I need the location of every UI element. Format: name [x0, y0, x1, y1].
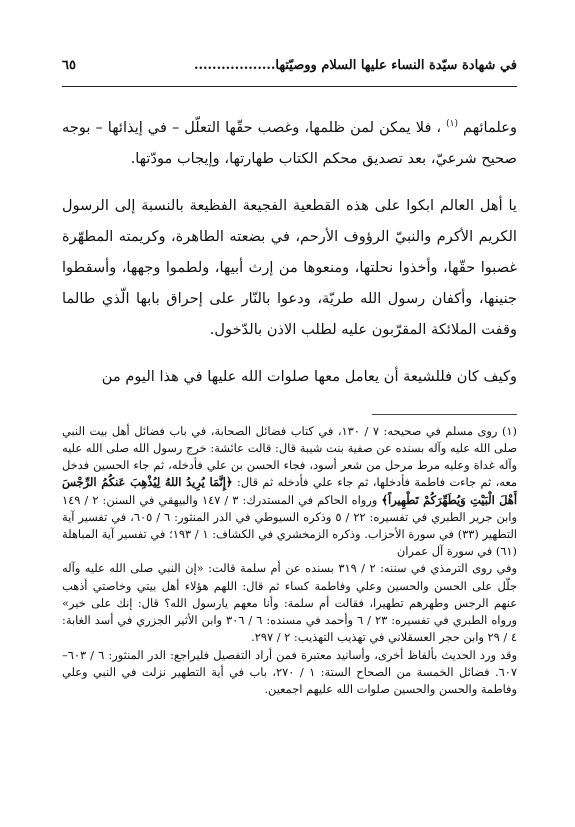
footnote-3: وقد ورد الحديث بألفاظ أخرى، وأسانيد معتبرة فمن أراد التفصيل فليراجع: الدر المنثور: ٦ / ٦٠٣–٦٠٧. فضائل الخمسة من الصحاح الستة: ١ / ٢٧٠، باب في أية التطهير نزلت في النبي وعلي وفاطمة والحسن والحسين صلوات الله عليهم اجمعين.	[62, 647, 517, 696]
header-title-text: في شهادة سيّدة النساء عليها السلام ووصيّتها	[275, 58, 517, 73]
footnote-1-text: (١) روى مسلم في صحيحه: ٧ / ١٣٠، في كتاب فضائل الصحابة، في باب فضائل أهل بيت النبي صلى الله عليه وآله بسنده عن صفية بنت شيبة قال: قالت عائشة: خرج رسول الله صلى الله عليه وآله غداة وعليه مرط مرحل من شعر أسود، فجاء الحسن بن علي فأدخله، ثم جاء الحسين فدخل معه، ثم جاءت فاطمة فأدخلها، ثم جاء علي فأدخله ثم قال:	[62, 423, 517, 490]
header-title	[194, 58, 517, 73]
footnotes	[62, 423, 517, 698]
main-text	[62, 109, 517, 392]
footnote-1-quran-quote: ﴿إِنَّمَا يُرِيدُ اللهُ لِيُذْهِبَ عَنكُمُ الرِّجْسَ أَهْلَ الْبَيْتِ وَيُطَهِّرَكُمْ تَطْهِيراً﴾	[62, 475, 517, 507]
paragraph-2: يا أهل العالم ابكوا على هذه القطعية الفجيعة الفظيعة بالنسبة إلى الرسول الكريم الأكرم والنبيّ الرؤوف الأرحم، في بضعته الطاهرة، وكريمته المطهّرة غصبوا حقّها، وأخذوا نحلتها، ومنعوها من إرث أبيها، ولطموا وجهها، وأسقطوا جنينها، وأكفان رسول الله طريّة، ودعوا بالنّار على إحراق بابها الّذي طالما وقفت الملائكة المقرّبون عليه لطلب الاذن بالدّخول.	[62, 196, 517, 338]
paragraph-1	[62, 109, 517, 174]
running-header	[62, 58, 517, 84]
footnote-divider	[372, 414, 517, 415]
paragraph-1-rest: ، فلا يمكن لمن ظلمها، وغصب حقّها التعلّل – في إيذائها – بوجه صحيح شرعيّ، بعد تصديق محكم الكتاب طهارتها، وإيجاب مودّتها.	[62, 118, 517, 167]
footnote-2: وفي روى الترمذي في سننه: ٢ / ٣١٩ بسنده عن أم سلمة قالت: «إن النبي صلى الله عليه وآله جلّل على الحسن والحسين وعلي وفاطمة كساء ثم قال: اللهم هؤلاء أهل بيتي وخاصتي أذهب عنهم الرجس وطهرهم تطهيرا، فقالت أم سلمة: وأنا معهم يارسول الله؟ قال: إنك على خير» ورواه الطبري في تفسيره: ٢٣ / ٦ وأحمد في مسنده: ٦ / ٣٠٦ وابن الأثير الجزري في أسد الغابة: ٤ / ٢٩ وابن حجر العسقلاني في تهذيب التهذيب: ٢ / ٢٩٧.	[62, 561, 517, 645]
paragraph-1-start: وعلمائهم	[463, 118, 517, 136]
footnote-ref[interactable]: (١)	[446, 119, 459, 129]
header-dots: ..................	[193, 58, 276, 73]
paragraph-3: وكيف كان فللشيعة أن يعامل معها صلوات الله عليها في هذا اليوم من	[101, 367, 517, 385]
footnote-1-sources: ورواه الحاكم في المستدرك: ٣ / ١٤٧ والبيهقي في السنن: ٢ / ١٤٩ وابن جرير الطبري في تفسيره: ٢٢ / ٥ وذكره السيوطي في الدر المنثور: ٦ / ٦٠٥، في تفسير آية التطهير (٣٣) في سورة الأحزاب. وذكره الزمخشري في الكشاف: ١ / ١٩٣؛ في تفسير آية المباهلة (٦١) في سورة آل عمران	[62, 492, 517, 559]
header-rule	[62, 86, 517, 87]
book-page	[62, 58, 517, 818]
footnote-1	[62, 423, 517, 561]
page-number: ٦٥	[62, 58, 76, 73]
